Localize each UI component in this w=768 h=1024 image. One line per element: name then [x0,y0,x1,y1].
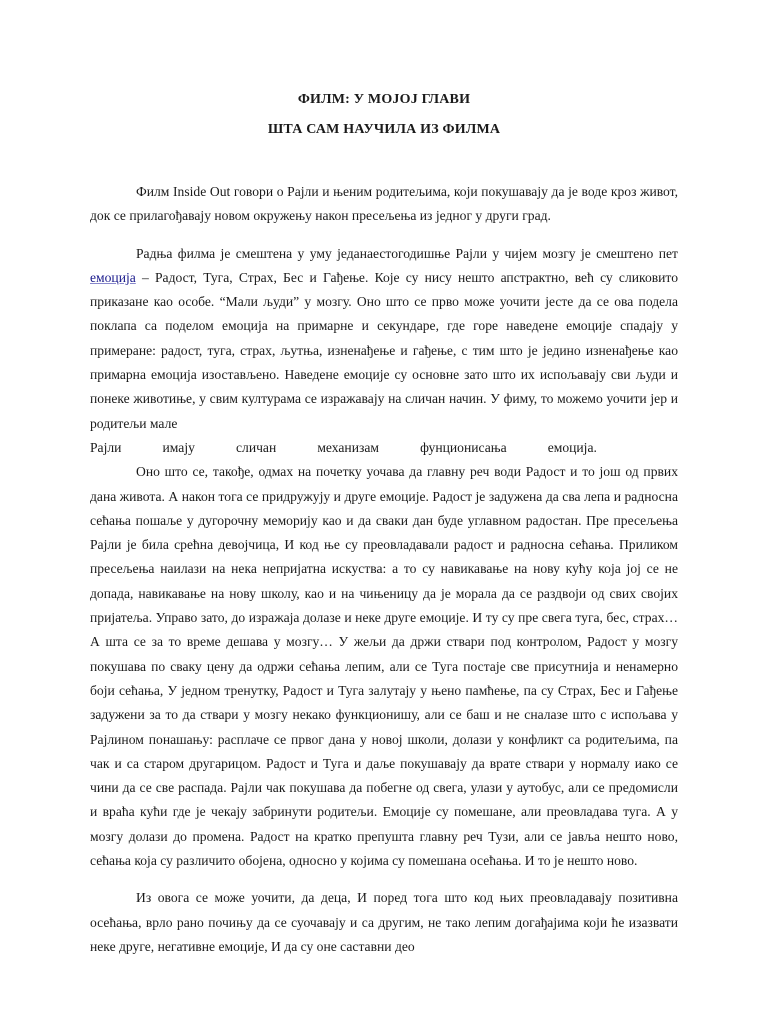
last-line-word: фунционисања [420,439,507,455]
paragraph-plot-last-line [90,436,678,460]
last-line-word: механизам [317,439,379,455]
paragraph-plot-text-after: – Радост, Туга, Страх, Бес и Гађење. Које су нису нешто апстрактно, већ су сликовито приказане као особе. “Мали људи” у мозгу. Оно што се прво може уочити јесте да се ова подела поклапа са поделом емоција на примарне и секундаре, где горе наведене емоције спадају у примеране: радост, туга, страх, љутња, изненађење и гађење, с тим што је једино изненађење као примарна емоција изостављено. Наведене емоције су основне зато што их испољавају сви људи и понеке животиње, у свим културама се изражавају на сличан начин. У фиму, то можемо уочити јер и родитељи мале [90,269,678,431]
last-line-word: имају [162,439,195,455]
last-line-word: емоција. [547,439,597,455]
emotions-link[interactable]: емоција [90,269,136,285]
last-line-word: Рајли [90,439,122,455]
paragraph-plot-body [90,242,678,436]
paragraph-conclusion: Из овога се може уочити, да деца, И поред тога што код њих преовладавају позитивна осећања, врло рано почињу да се суочавају и са другим, не тако лепим догађајима који ће изазвати неке друге, негативне емоције, И да су оне саставни део [90,890,678,954]
last-line-word: сличан [236,439,277,455]
last-line-spacer [638,436,678,460]
document-title: ФИЛМ: У МОЈОЈ ГЛАВИ [297,92,471,107]
document-subtitle: ШТА САМ НАУЧИЛА ИЗ ФИЛМА [267,122,501,137]
paragraph-plot [90,242,678,461]
paragraph-intro: Филм Inside Out говори о Рајли и њеним родитељима, који покушавају да је воде кроз живот, док се прилагођавају новом окружењу након пресељења из једног у други град. [90,184,678,224]
paragraph-plot-text-before: Радња филма је смештена у уму једанаестогодишње Рајли у чијем мозгу је смештено пет [136,245,678,261]
paragraph-story: Оно што се, такође, одмах на почетку уочава да главну реч води Радост и то још од првих дана живота. А након тога се придружују и друге емоције. Радост је задужена да сва лепа и радносна сећања пошаље у дугорочну меморију као и да сваки дан буде углавном радостан. Пре пресељења Рајли је била срећна девојчица, И код ње су преовладавали радост и радносна сећања. Приликом пресељења наилази на нека непријатна искуства: а то су навикавање на нову кућу која јој се не допада, навикавање на нову школу, као и на чињеницу да је морала да се раздвоји од свих својих пријатеља. Управо зато, до изражаја долазе и неке друге емоције. И ту су пре свега туга, бес, страх… А шта се за то време дешава у мозгу… У жељи да држи ствари под контролом, Радост у мозгу покушава по сваку цену да одржи сећања лепим, али се Туга постаје све присутнија и ненамерно боји сећања, У једном тренутку, Радост и Туга залутају у њено памћење, па су Страх, Бес и Гађење задужени за то да ствари у мозгу некако функционишу, али се баш и не сналазе што с испољава у Рајлином понашању: расплаче се првог дана у новој школи, долази у конфликт са родитељима, па чак и са старом другарицом. Радост и Туга и даље покушавају да врате ствари у нормалу иако се чини да се све распада. Рајли чак покушава да побегне од свега, улази у аутобус, али се предомисли и враћа кући где је чекају забринути родитељи. Емоције су помешане, али преовладава туга. А у мозгу долази до промена. Радост на кратко препушта главну реч Тузи, али се јавља нешто ново, сећања која су различито обојена, односно у којима су помешана осећања. И то је нешто ново. [90,464,678,869]
